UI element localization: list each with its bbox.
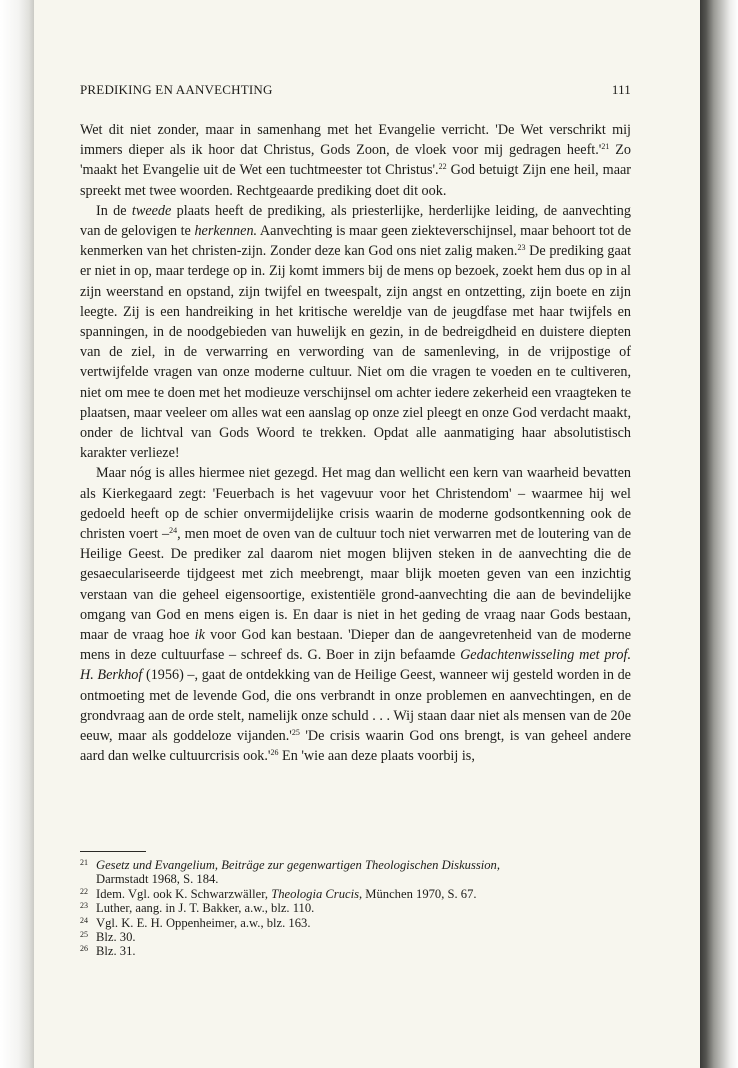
footnote-21-continuation: Darmstadt 1968, S. 184. — [96, 872, 219, 887]
book-page — [34, 0, 700, 1068]
emphasis-tweede: tweede — [131, 202, 172, 219]
footnote-number: 22 — [80, 886, 88, 896]
footnote-number: 21 — [80, 858, 88, 867]
footnote-text: Blz. 30. — [96, 930, 136, 945]
text-run: Wet dit niet zonder, maar in samenhang met het Evangelie verricht. 'De Wet verschrikt mij immers dieper als ik hoor dat Christus, Gods Zoon, de vloek voor mij gedragen heeft.' — [80, 122, 631, 159]
footnote-title: Gesetz und Evangelium, Beiträge zur gegenwartigen Theologischen Diskussion, — [96, 858, 500, 872]
footnote-ref-25: 25 — [291, 728, 300, 738]
scan-margin-left — [0, 0, 34, 1068]
body-text — [80, 120, 631, 767]
footnote-25 — [80, 930, 631, 944]
footnote-22 — [80, 887, 631, 901]
footnote-title: Theologia Crucis, — [271, 886, 363, 901]
footnote-ref-23: 23 — [517, 243, 526, 253]
footnote-23 — [80, 901, 631, 915]
footnote-26 — [80, 944, 631, 958]
emphasis-herkennen: herkennen. — [194, 223, 258, 240]
footnote-ref-21: 21 — [601, 142, 610, 152]
footnotes — [80, 858, 631, 959]
scan-margin-right — [700, 0, 738, 1068]
footnote-text: Idem. Vgl. ook K. Schwarzwäller, — [96, 886, 272, 901]
running-header — [80, 82, 631, 102]
footnote-21 — [80, 858, 631, 872]
footnote-ref-24: 24 — [169, 526, 178, 536]
emphasis-book-title: Gedachtenwisseling met prof. H. Berkhof — [80, 647, 631, 684]
text-run: God betuigt Zijn ene heil, maar spreekt met twee woorden. Rechtgeaarde prediking doet dit ook. — [80, 162, 632, 199]
text-run: voor God kan bestaan. 'Dieper dan de aangevretenheid van de moderne mens in deze cultuurfase – schreef ds. G. Boer in zijn befaamde — [80, 627, 631, 664]
text-run: De prediking gaat er niet in op, maar terdege op in. Zij komt immers bij de mens op bezoek, zoekt hem dus op in al zijn weerstand en opstand, zijn twijfel en tweespalt, zijn angst en ontzetting, zijn boete en zijn leegte. Zij is een handreiking in het kritische wereldje van de jeugdfase met haar twijfels en spanningen, in de noodgebieden van huwelijk en gezin, in de bedreigdheid en duistere diepten van de ziel, in de verwarring en verwording van de samenleving, in de vrijpostige of vertwijfelde vragen van onze moderne cultuur. Niet om die vragen te voeden en te cultiveren, niet om mee te doen met het modieuze verschijnsel om achter iedere zekerheid een vraagteken te plaatsen, maar veeleer om alles wat een aanslag op onze ziel pleegt en onze God verdacht maakt, onder de lichtval van Gods Woord te trekken. Opdat alle aanmatiging haar absolutistisch karakter verlieze! — [80, 243, 632, 462]
paragraph-2 — [80, 201, 631, 464]
page-number: 111 — [611, 82, 631, 97]
text-run: Aanvechting is maar geen ziekteverschijnsel, maar behoort tot de kenmerken van het christen-zijn. Zonder deze kan God ons niet zalig maken. — [80, 223, 632, 260]
text-run: , men moet de oven van de cultuur toch niet verwarren met de loutering van de Heilige Geest. De prediker zal daarom niet mogen blijven steken in de aanvechting die de gesaeculariseerde tijdgeest met zich meebrengt, maar blijk moeten geven van een inzichtig verstaan van die geheel eigensoortige, existentiële grond-aanvechting die aan de bevindelijke omgang van God en mens eigen is. En daar is niet in het geding de vraag naar Gods bestaan, maar de vraag hoe — [80, 526, 632, 644]
footnote-text: Blz. 31. — [96, 944, 136, 959]
text-run: plaats heeft de prediking, als priesterlijke, herderlijke leiding, de aanvechting van de gelovigen te — [80, 202, 631, 240]
footnote-divider — [80, 851, 146, 852]
text-run: Zo 'maakt het Evangelie uit de Wet een tuchtmeester tot Christus'. — [80, 142, 632, 179]
text-run: 'De crisis waarin God ons brengt, is van geheel andere aard dan welke cultuurcrisis ook.' — [80, 728, 631, 765]
footnote-number: 26 — [80, 944, 88, 954]
text-run: En 'wie aan deze plaats voorbij is, — [278, 748, 475, 765]
running-title: PREDIKING EN AANVECHTING — [80, 82, 273, 97]
footnote-text: Vgl. K. E. H. Oppenheimer, a.w., blz. 163. — [96, 915, 311, 930]
text-run: (1956) –, gaat de ontdekking van de Heilige Geest, wanneer wij gesteld worden in de ontmoeting met de levende God, die ons verbrandt in onze problemen en aanvechtingen, en de grondvraag aan de orde stelt, namelijk onze schuld . . . Wij staan daar niet als mensen van de 20e eeuw, maar als goddeloze vijanden.' — [80, 667, 631, 745]
footnote-text: Luther, aang. in J. T. Bakker, a.w., blz. 110. — [96, 901, 315, 916]
paragraph-3 — [80, 463, 631, 766]
footnote-number: 23 — [80, 901, 88, 911]
footnote-ref-26: 26 — [270, 748, 279, 758]
text-run: In de — [96, 202, 132, 219]
footnote-text: München 1970, S. 67. — [362, 886, 477, 901]
footnote-ref-22: 22 — [438, 162, 447, 172]
text-run: Maar nóg is alles hiermee niet gezegd. Het mag dan wellicht een kern van waarheid bevatten als Kierkegaard zegt: 'Feuerbach is het vagevuur voor het Christendom' – waarmee hij wel gedoeld heeft op de schier onvermijdelijke crisis waarin de moderne godsontkenning ook de christen voert – — [80, 465, 631, 543]
footnote-24 — [80, 916, 631, 930]
paragraph-1 — [80, 120, 631, 201]
footnote-number: 25 — [80, 930, 88, 940]
emphasis-ik: ik — [194, 627, 205, 644]
footnote-number: 24 — [80, 915, 88, 925]
